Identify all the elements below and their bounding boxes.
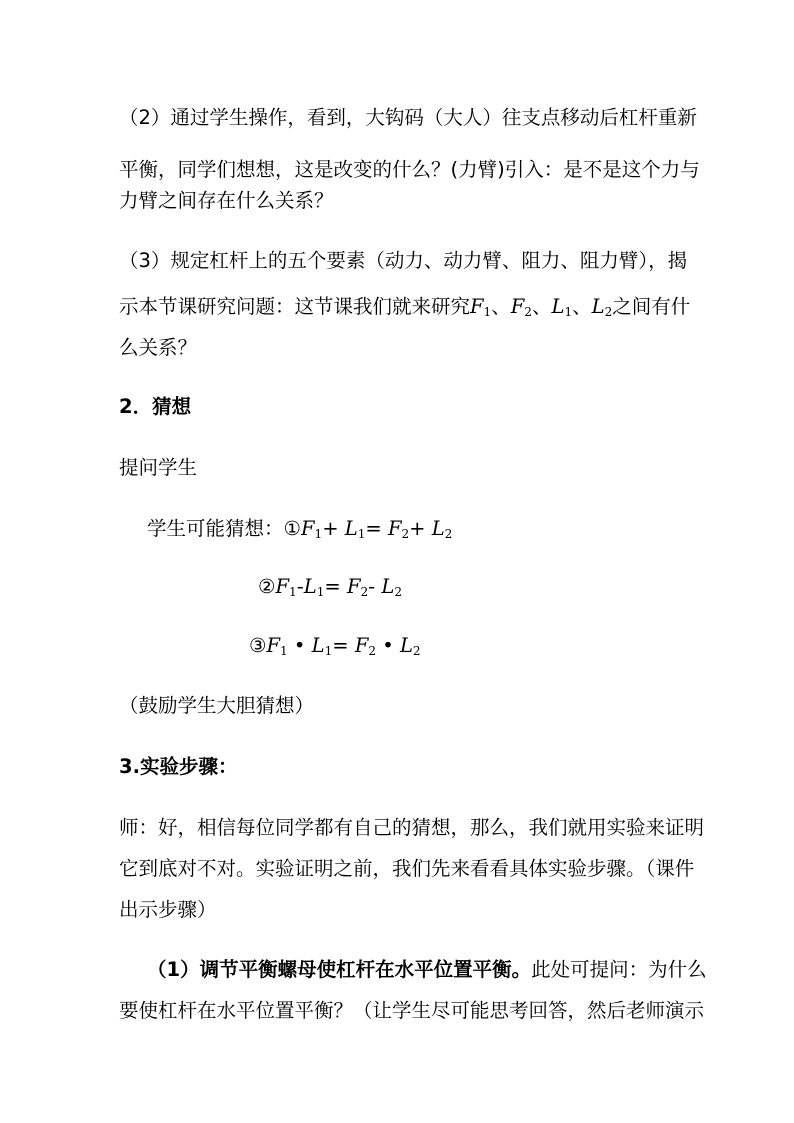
teacher-line-3: 出示步骤） xyxy=(119,898,217,921)
var-L1: $L_1$ xyxy=(551,295,573,320)
para-2-line-1: （2）通过学生操作，看到，大钩码（大人）往支点移动后杠杆重新 xyxy=(119,106,697,129)
para-3-line-1: （3）规定杠杆上的五个要素（动力、动力臂、阻力、阻力臂），揭 xyxy=(119,249,688,272)
step-1-line-1 xyxy=(147,957,707,983)
encourage-note: （鼓励学生大胆猜想） xyxy=(119,694,315,717)
var-F2: $F_2$ xyxy=(510,295,532,320)
para-3-text-end: 之间有什 xyxy=(612,295,691,318)
ask-students: 提问学生 xyxy=(119,456,198,479)
guess-3: $③F_1$ • $L_1= F_2$ • $L_2$ xyxy=(249,634,421,659)
teacher-line-1: 师：好，相信每位同学都有自己的猜想，那么，我们就用实验来证明 xyxy=(119,816,705,839)
step-1-question: 此处可提问：为什么 xyxy=(531,958,707,981)
separator: 、 xyxy=(531,295,552,318)
para-3-line-2 xyxy=(119,294,691,320)
para-3-line-3: 么关系？ xyxy=(119,336,198,359)
var-F1: $F_1$ xyxy=(470,295,492,320)
guess-2: $②F_1-L_1= F_2-$ $L_2$ xyxy=(258,575,403,600)
para-2-line-2: 平衡，同学们想想，这是改变的什么？(力臂)引入：是不是这个力与 xyxy=(119,158,700,181)
para-2-line-3: 力臂之间存在什么关系？ xyxy=(119,189,334,212)
step-1-bold: （1）调节平衡螺母使杠杆在水平位置平衡。 xyxy=(147,958,532,981)
guess-1: 学生可能猜想：$①F_1+ L_1= F_2+ L_2$ xyxy=(147,517,453,542)
section-heading-steps: 3.实验步骤： xyxy=(119,755,238,778)
separator: 、 xyxy=(491,295,511,318)
var-L2: $L_2$ xyxy=(591,295,613,320)
guess-intro: 学生可能猜想：① xyxy=(147,517,301,540)
teacher-line-2: 它到底对不对。实验证明之前，我们先来看看具体实验步骤。（课件 xyxy=(119,857,695,880)
separator: 、 xyxy=(572,295,592,318)
section-heading-guess: 2．猜想 xyxy=(119,395,192,418)
step-1-line-2: 要使杠杆在水平位置平衡？（让学生尽可能思考回答，然后老师演示 xyxy=(119,999,705,1022)
para-3-text: 示本节课研究问题：这节课我们就来研究 xyxy=(119,295,471,318)
